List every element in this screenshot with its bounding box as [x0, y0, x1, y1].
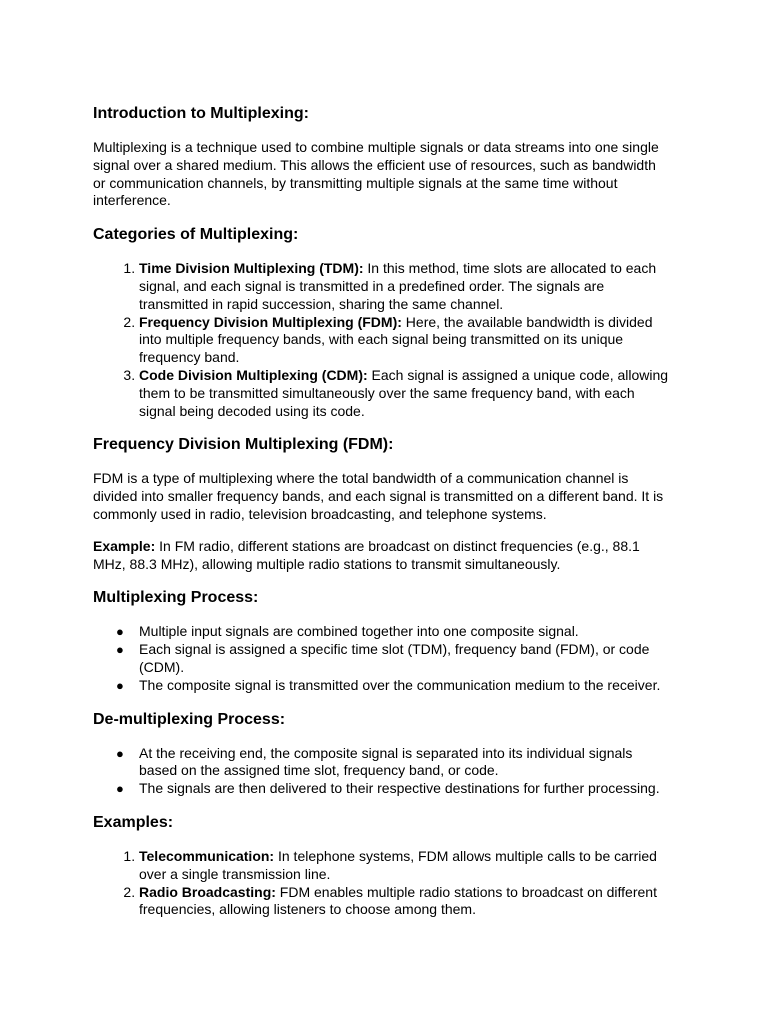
list-item-text: Each signal is assigned a specific time slot (TDM), frequency band (FDM), or code (CDM). — [139, 641, 650, 675]
list-item — [116, 780, 672, 798]
list-item — [139, 314, 672, 367]
list-item-term: Code Division Multiplexing (CDM): — [139, 366, 368, 383]
list-item-term: Time Division Multiplexing (TDM): — [139, 260, 364, 277]
list-item — [116, 623, 672, 641]
categories-heading: Categories of Multiplexing: — [93, 226, 299, 244]
examples-list — [93, 848, 672, 919]
list-item-text: FDM enables multiple radio stations to broadcast on different frequencies, allowing listeners to choose among them. — [139, 883, 657, 918]
fdm-paragraph: FDM is a type of multiplexing where the total bandwidth of a communication channel is divided into smaller frequency bands, and each signal is transmitted on a different band. It is commonly used in radio, television broadcasting, and telephone systems. — [93, 470, 664, 522]
bullet-icon: ● — [116, 781, 124, 797]
list-item-term: Frequency Division Multiplexing (FDM): — [139, 313, 402, 330]
bullet-icon: ● — [116, 745, 124, 761]
bullet-icon: ● — [116, 642, 124, 658]
list-item — [139, 884, 672, 920]
list-item-text: The signals are then delivered to their respective destinations for further processing. — [139, 780, 660, 797]
list-item — [139, 260, 672, 313]
categories-list — [93, 260, 672, 420]
list-item-term: Radio Broadcasting: — [139, 883, 276, 900]
process-list — [93, 623, 672, 694]
list-item-text: Each signal is assigned a unique code, allowing them to be transmitted simultaneously over the same frequency band, with each signal being decoded using its code. — [139, 366, 669, 419]
list-item-text: In telephone systems, FDM allows multiple calls to be carried over a single transmission line. — [139, 847, 657, 882]
process-heading: Multiplexing Process: — [93, 589, 259, 607]
example-label: Example: — [93, 537, 156, 554]
bullet-icon: ● — [116, 677, 124, 693]
list-item-text: At the receiving end, the composite signal is separated into its individual signals based on the assigned time slot, frequency band, or code. — [139, 744, 633, 779]
demux-list — [93, 745, 672, 798]
list-item-text: In this method, time slots are allocated to each signal, and each signal is transmitted in a predefined order. The signals are transmitted in rapid succession, sharing the same channel. — [139, 260, 657, 312]
fdm-heading: Frequency Division Multiplexing (FDM): — [93, 436, 394, 454]
list-item-text: The composite signal is transmitted over the communication medium to the receiver. — [139, 676, 661, 693]
bullet-icon: ● — [116, 624, 124, 640]
intro-heading: Introduction to Multiplexing: — [93, 105, 309, 122]
list-item — [139, 367, 672, 420]
list-item-term: Telecommunication: — [139, 847, 275, 864]
list-item-text: Multiple input signals are combined together into one composite signal. — [139, 623, 579, 640]
list-item — [116, 676, 672, 695]
list-item — [116, 641, 672, 677]
demux-heading: De-multiplexing Process: — [93, 710, 286, 728]
list-item-text: Here, the available bandwidth is divided into multiple frequency bands, with each signal being transmitted on its unique frequency band. — [139, 313, 653, 366]
intro-paragraph: Multiplexing is a technique used to combine multiple signals or data streams into one single signal over a shared medium. This allows the efficient use of resources, such as bandwidth or communication channels, by transmitting multiple signals at the same time without interference. — [93, 139, 659, 209]
list-item — [116, 744, 672, 781]
list-item — [139, 848, 672, 884]
example-text: In FM radio, different stations are broadcast on distinct frequencies (e.g., 88.1 MHz, 88.3 MHz), allowing multiple radio stations to transmit simultaneously. — [93, 537, 640, 572]
examples-heading: Examples: — [93, 813, 174, 831]
fdm-example — [93, 538, 672, 574]
